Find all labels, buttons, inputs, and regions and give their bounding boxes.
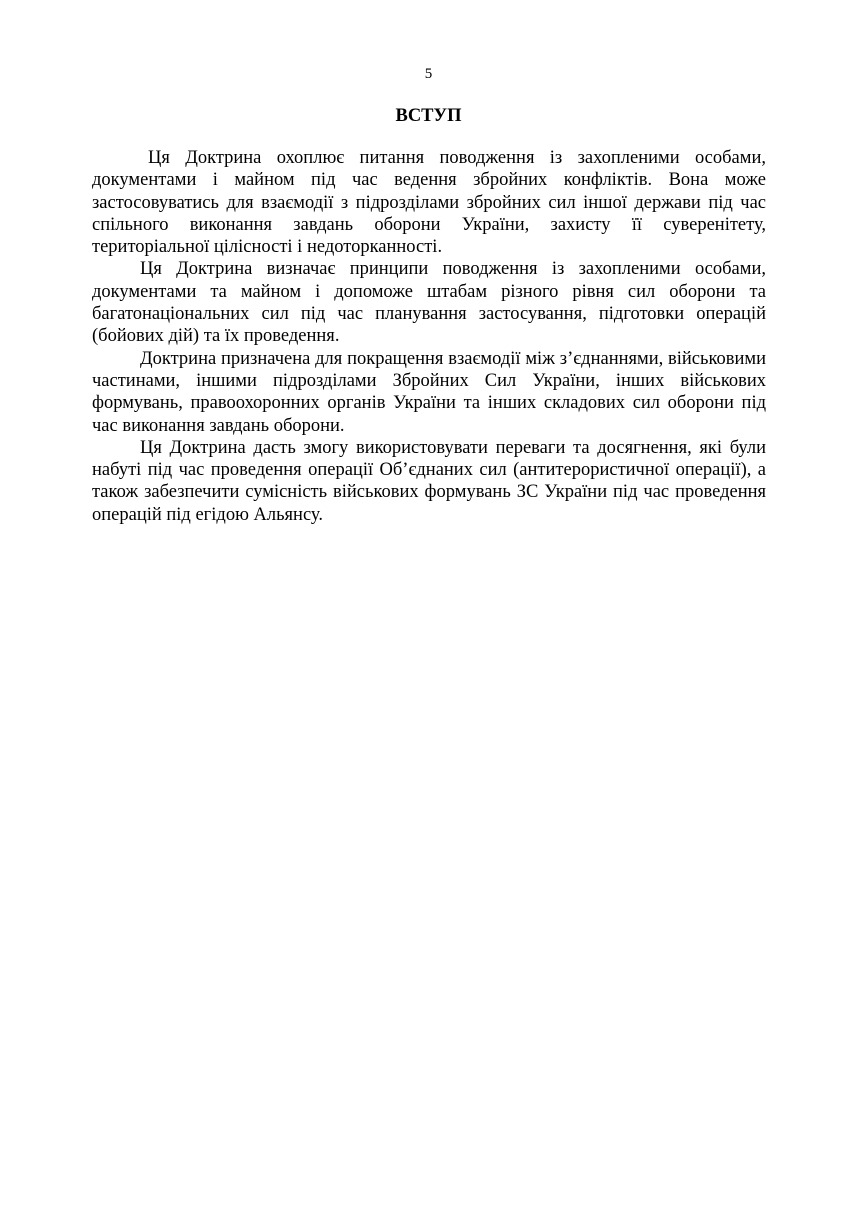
body-text xyxy=(92,147,766,526)
paragraph-2: Ця Доктрина визначає принципи поводження із захопленими особами, документами та майном і допоможе штабам різного рівня сил оборони та багатонаціональних сил під час планування застосування, підготовки операцій (бойових дій) та їх проведення. xyxy=(92,259,766,347)
paragraph-3: Доктрина призначена для покращення взаємодії між з’єднаннями, військовими частинами, іншими підрозділами Збройних Сил України, інших військових формувань, правоохоронних органів України та інших складових сил оборони під час виконання завдань оборони. xyxy=(92,348,766,436)
paragraph-1: Ця Доктрина охоплює питання поводження із захопленими особами, документами і майном під час ведення збройних конфліктів. Вона може застосовуватись для взаємодії з підрозділами збройних сил іншої держави під час спільного виконання завдань оборони України, захисту її суверенітету, територіальної цілісності і недоторканності. xyxy=(92,148,766,258)
section-heading: ВСТУП xyxy=(395,106,462,126)
page-number: 5 xyxy=(424,66,433,82)
paragraph-4: Ця Доктрина дасть змогу використовувати переваги та досягнення, які були набуті під час проведення операції Об’єднаних сил (антитерористичної операції), а також забезпечити сумісність військових формувань ЗС України під час проведення операцій під егідою Альянсу. xyxy=(92,437,766,525)
